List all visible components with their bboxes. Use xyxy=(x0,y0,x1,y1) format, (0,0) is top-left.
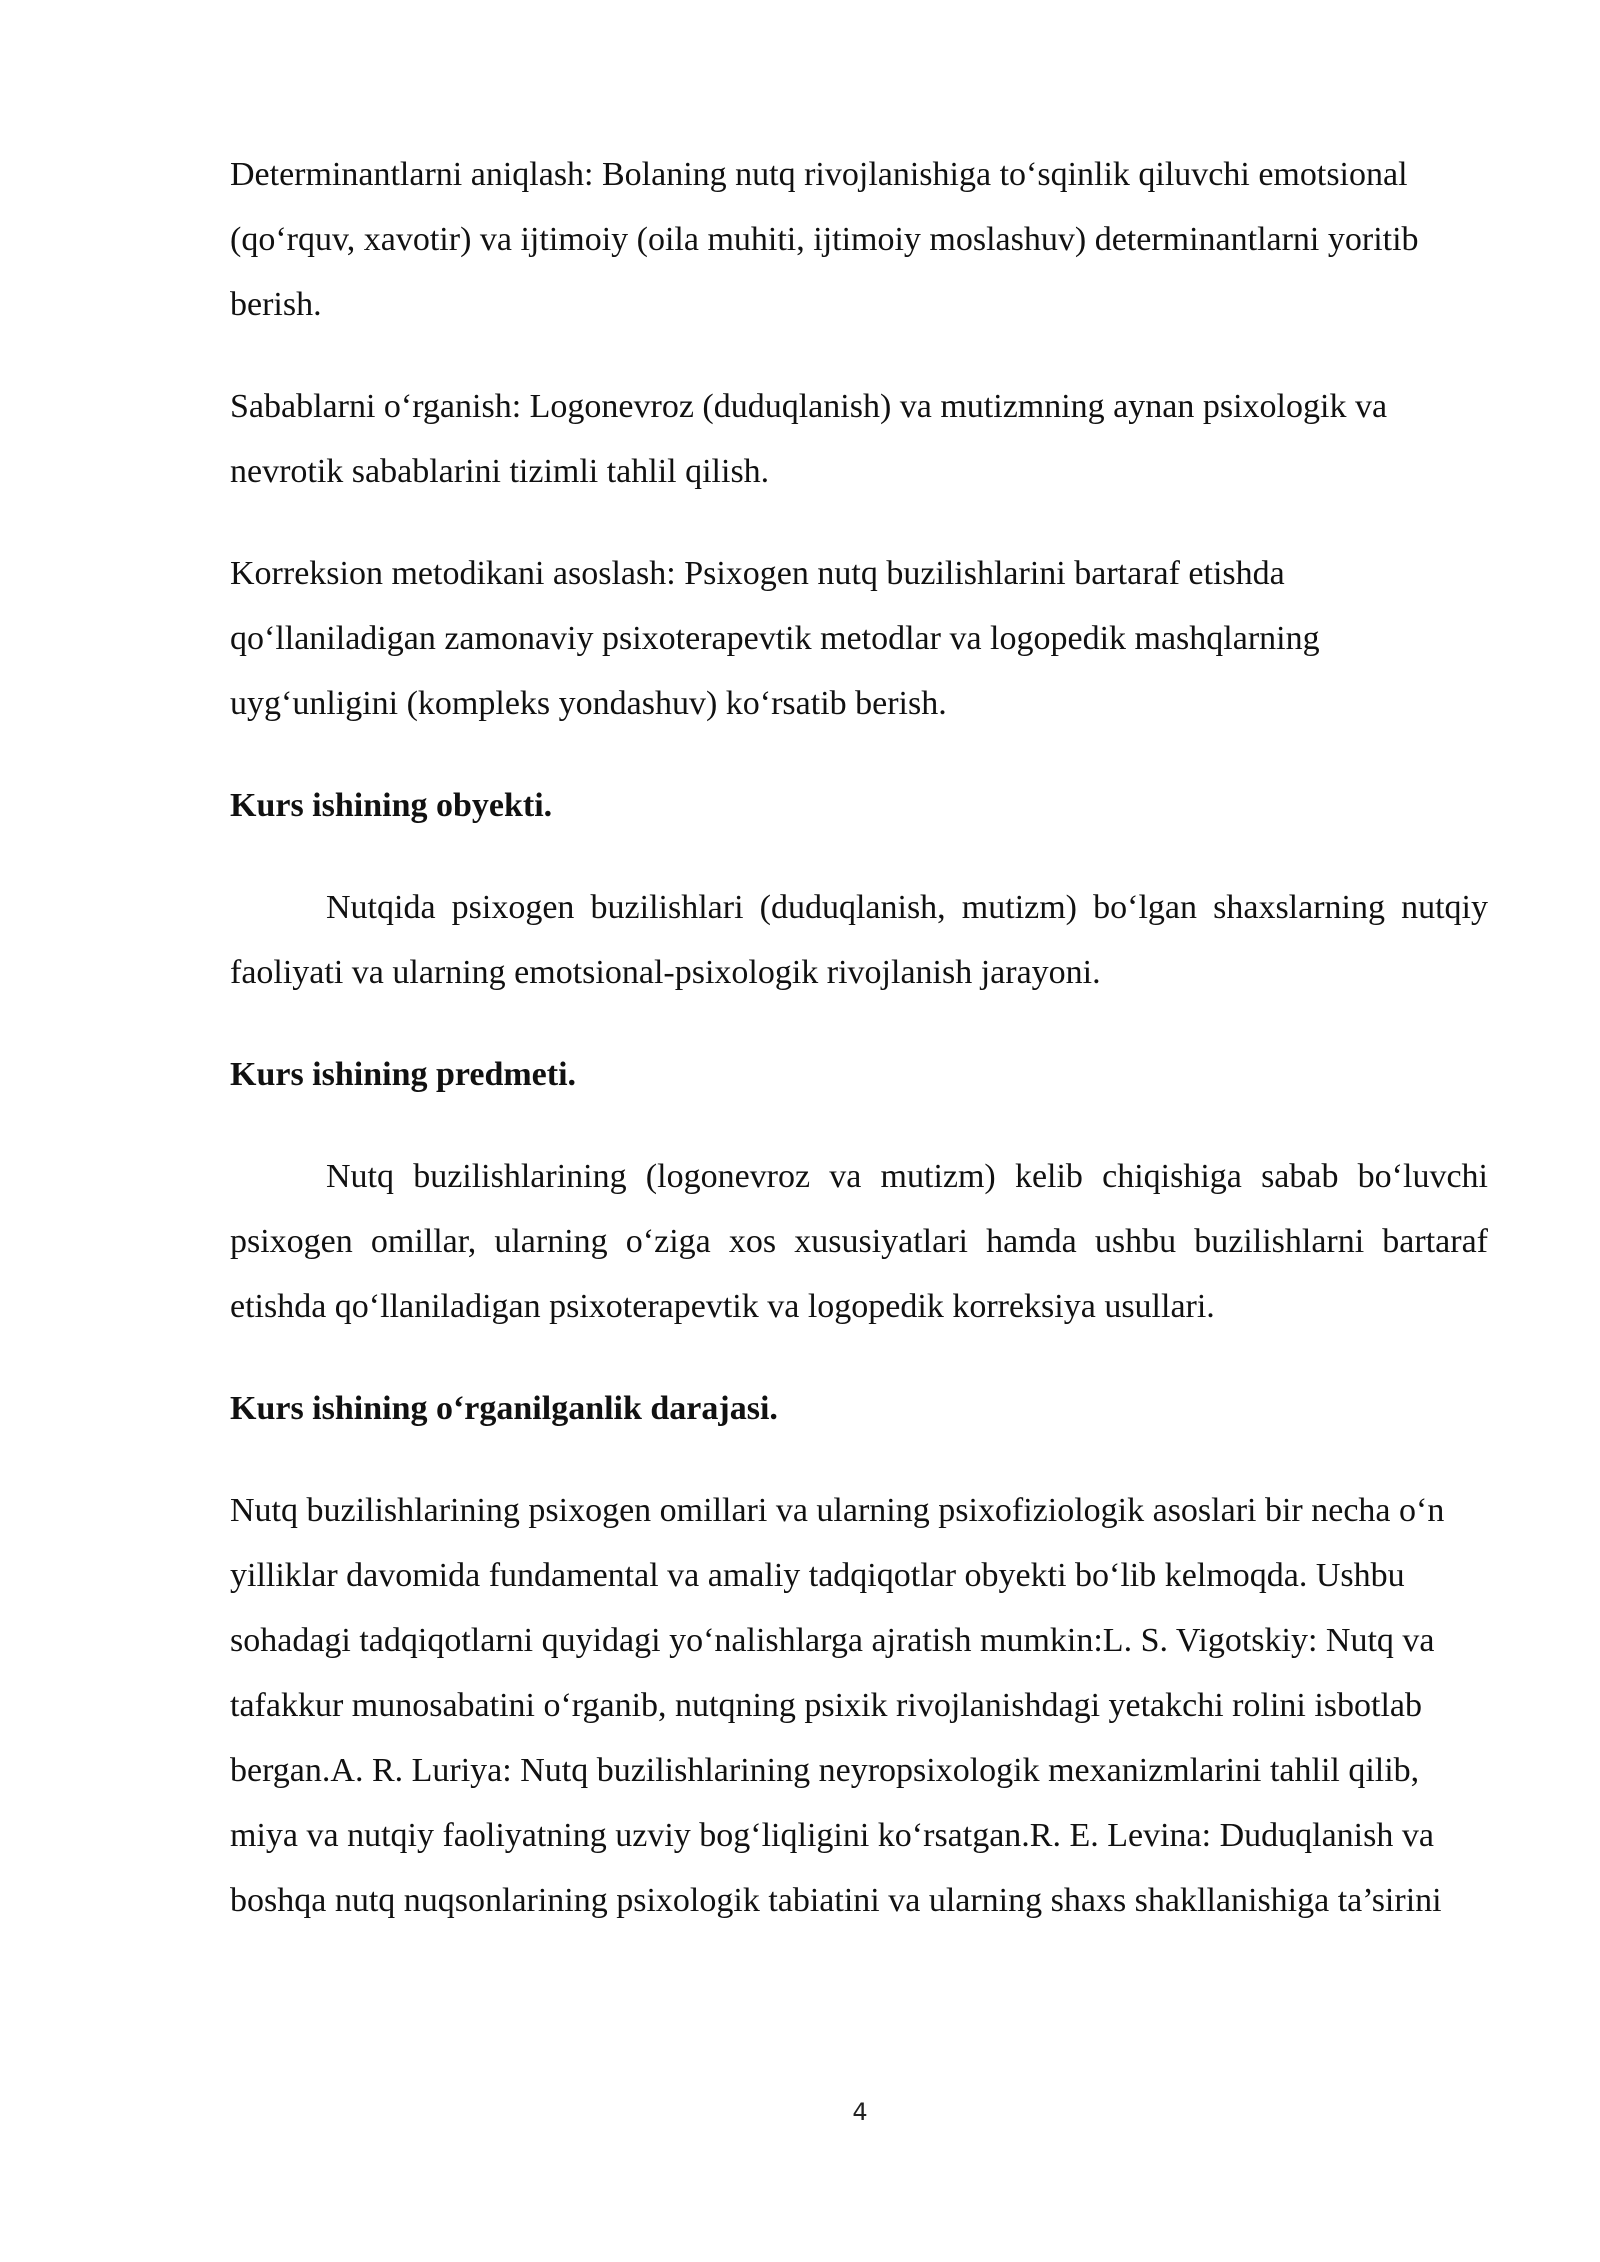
paragraph-object: Nutqida psixogen buzilishlari (duduqlanish, mutizm) bo‘lgan shaxslarning nutqiy faoliyati va ularning emotsional-psixologik rivojlanish jarayoni. xyxy=(230,889,1488,991)
document-page xyxy=(230,142,1488,1970)
paragraph-subject: Nutq buzilishlarining (logonevroz va mutizm) kelib chiqishiga sabab bo‘luvchi psixogen omillar, ularning o‘ziga xos xususiyatlari hamda ushbu buzilishlarni bartaraf etishda qo‘llaniladigan psixoterapevtik va logopedik korreksiya usullari. xyxy=(230,1158,1488,1325)
paragraph-study-level: Nutq buzilishlarining psixogen omillari va ularning psixofiziologik asoslari bir necha o‘n yilliklar davomida fundamental va amaliy tadqiqotlar obyekti bo‘lib kelmoqda. Ushbu sohadagi tadqiqotlarni quyidagi yo‘nalishlarga ajratish mumkin:L. S. Vigotskiy: Nutq va tafakkur munosabatini o‘rganib, nutqning psixik rivojlanishdagi yetakchi rolini isbotlab bergan.A. R. Luriya: Nutq buzilishlarining neyropsixologik mexanizmlarini tahlil qilib, miya va nutqiy faoliyatning uzviy bog‘liqligini ko‘rsatgan.R. E. Levina: Duduqlanish va boshqa nutq nuqsonlarining psixologik tabiatini va ularning shaxs shakllanishiga ta’sirini xyxy=(230,1492,1445,1919)
heading-subject: Kurs ishining predmeti. xyxy=(230,1056,577,1093)
heading-object: Kurs ishining obyekti. xyxy=(230,787,553,824)
page-number: 4 xyxy=(852,2098,868,2126)
paragraph-causes: Sabablarni o‘rganish: Logonevroz (duduqlanish) va mutizmning aynan psixologik va nevrotik sabablarini tizimli tahlil qilish. xyxy=(230,388,1388,490)
paragraph-methodology: Korreksion metodikani asoslash: Psixogen nutq buzilishlarini bartaraf etishda qo‘llaniladigan zamonaviy psixoterapevtik metodlar va logopedik mashqlarning uyg‘unligini (kompleks yondashuv) ko‘rsatib berish. xyxy=(230,555,1320,722)
paragraph-determinants: Determinantlarni aniqlash: Bolaning nutq rivojlanishiga to‘sqinlik qiluvchi emotsional (qo‘rquv, xavotir) va ijtimoiy (oila muhiti, ijtimoiy moslashuv) determinantlarni yoritib berish. xyxy=(230,156,1419,323)
heading-study-level: Kurs ishining o‘rganilganlik darajasi. xyxy=(230,1390,778,1427)
